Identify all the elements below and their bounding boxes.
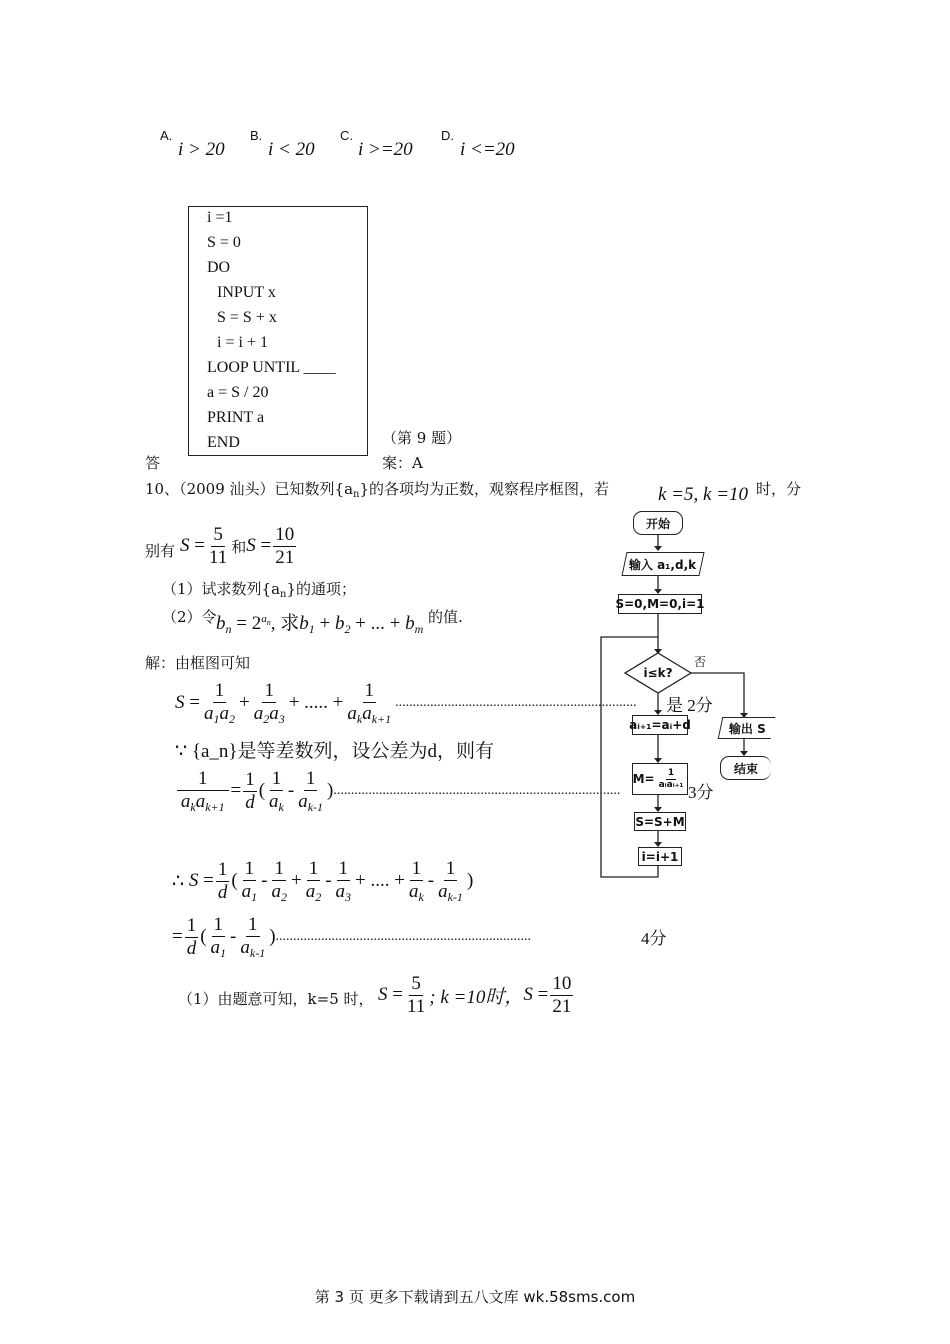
option-d-expr: i <=20 xyxy=(460,139,515,160)
answer-label-right: 案：A xyxy=(382,454,423,472)
solution-difference-formula: $\frac{1}{a_ka_{k+1}}$ = $\frac{1}{d}$ ( $\frac{1}{a_k}$ - $\frac{1}{a_{k-1}}$ ) .................................................................................. xyxy=(179,768,621,814)
flowchart-no-label: 否 xyxy=(694,655,707,669)
question-10-part2-prefix: （2）令 xyxy=(162,608,217,626)
option-a-expr: i > 20 xyxy=(178,139,225,160)
page-footer: 第 3 页 更多下载请到五八文库 wk.58sms.com xyxy=(314,1288,636,1306)
flowchart-start: 开始 xyxy=(633,511,683,535)
code-line: S = 0 xyxy=(207,234,241,251)
flowchart-end: 结束 xyxy=(720,756,771,780)
option-b-expr: i < 20 xyxy=(268,139,315,160)
code-line: a = S / 20 xyxy=(207,384,269,401)
question-10-part2-formula: $b_n = 2^{a_n}$, 求$b_1 + b_2$ + ... + $b_m$ xyxy=(216,612,424,636)
flowchart-init: S=0,M=0,i=1 xyxy=(618,594,702,614)
code-line: END xyxy=(207,434,240,451)
solution-sum-formula: S = $\frac{1}{a_1a_2}$ + $\frac{1}{a_2a_3}$ + ..... + $\frac{1}{a_ka_{k+1}}$ ..................................................................... xyxy=(175,680,637,726)
option-d-letter: D. xyxy=(441,128,454,143)
question-10-tail: 时，分 xyxy=(756,480,802,498)
program-code-box xyxy=(188,206,368,456)
score-4: 4分 xyxy=(641,929,667,948)
solution-result-formula: = $\frac{1}{d}$ ( $\frac{1}{a_1}$ - $\frac{1}{a_{k-1}}$ ) ......................................................................... xyxy=(172,914,532,960)
flowchart-output: 输出 S xyxy=(718,717,776,739)
code-line: PRINT a xyxy=(207,409,265,426)
option-c-letter: C. xyxy=(340,128,353,143)
code-line: LOOP UNTIL ____ xyxy=(207,359,336,376)
solution-part1-formula: S = $\frac{5}{11}$ ; k =10时， S = $\frac{10}{21}$ xyxy=(378,973,572,1017)
question-10-part1: （1）试求数列$\{a_n\}$的通项； xyxy=(162,580,357,600)
question-9-caption: （第 9 题） xyxy=(382,429,462,447)
flowchart-input: 输入 a₁,d,k xyxy=(621,552,704,576)
solution-telescoping-formula: ∴ S = $\frac{1}{d}$ ( $\frac{1}{a_1}$ - $\frac{1}{a_2}$ + $\frac{1}{a_2}$ - $\frac{1}{a_3}$ + .... + $\frac{1}{a_k}$ - $\frac{1}{a_{k-1}}$ ) xyxy=(172,858,474,904)
solution-since-line: ∵ {a_n}是等差数列，设公差为d，则有 xyxy=(175,741,495,762)
score-2: 是 2分 xyxy=(666,696,713,715)
code-line: DO xyxy=(207,259,231,276)
score-3: 3分 xyxy=(688,783,714,802)
flowchart-step-update-a: aᵢ₊₁=aᵢ+d xyxy=(632,715,688,735)
solution-part1-line: （1）由题意可知，k=5 时， xyxy=(178,990,374,1008)
program-flowchart xyxy=(598,505,766,885)
flowchart-condition: i≤k? xyxy=(643,666,673,680)
question-10-intro: 10、（2009 汕头）已知数列$\{a_n\}$的各项均为正数，观察程序框图，若 xyxy=(145,480,610,500)
flowchart-step-s: S=S+M xyxy=(634,812,686,831)
flowchart-step-m: M= $\frac{1}{\text{aᵢaᵢ₊₁}}$ xyxy=(632,763,688,795)
answer-label-left: 答 xyxy=(145,454,161,472)
code-line: S = S + x xyxy=(217,309,277,326)
option-b-letter: B. xyxy=(250,128,263,143)
option-c-expr: i >=20 xyxy=(358,139,413,160)
code-line: i = i + 1 xyxy=(217,334,268,351)
flowchart-step-i: i=i+1 xyxy=(638,847,682,866)
code-line: i =1 xyxy=(207,209,233,226)
question-10-line2-prefix: 别有 xyxy=(145,542,176,560)
option-a-letter: A. xyxy=(160,128,173,143)
question-10-part2-suffix: 的值. xyxy=(428,608,463,626)
solution-title: 解：由框图可知 xyxy=(145,654,251,672)
question-10-condition: k =5, k =10 xyxy=(658,484,749,505)
code-line: INPUT x xyxy=(217,284,276,301)
question-10-given-sums: S = $\frac{5}{11}$ 和 S = $\frac{10}{21}$ xyxy=(180,524,295,568)
